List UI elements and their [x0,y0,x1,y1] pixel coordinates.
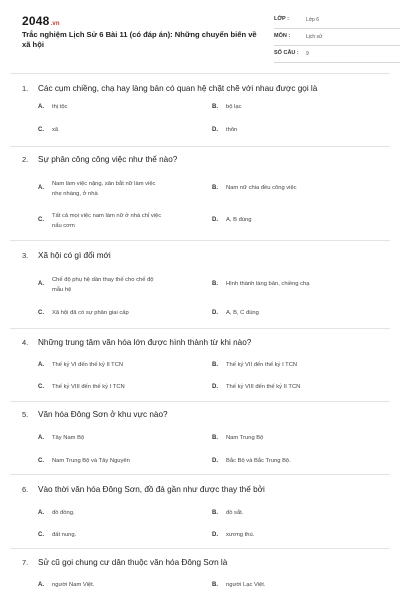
option-letter: A. [38,362,44,368]
option-text: xương thú. [226,532,255,538]
meta-label: LỚP : [274,16,289,22]
option-letter: C. [38,310,44,316]
question-number: 1. [22,84,29,93]
option-text-line-2: nấu cơm [52,223,75,229]
logo-text: 2048 [22,14,50,28]
divider [10,401,390,402]
option-letter: A. [38,435,44,441]
site-logo[interactable] [22,14,60,28]
option-letter: A. [38,185,44,191]
option-text-line-1: Nam làm việc nặng, săn bắt nữ làm việc [52,181,156,187]
meta-value: Lớp 6 [306,17,320,23]
option-text: đồ sắt. [226,510,244,516]
question-text: Các cụm chiềng, chạ hay làng bản có quan hệ chặt chẽ với nhau được gọi là [38,84,318,93]
option-text: người Nam Việt. [52,582,95,588]
option-text: Thế kỷ VII đến thế kỷ I TCN [226,362,298,368]
option-letter: B. [212,281,218,287]
divider [10,146,390,147]
option-text: Nam Trung Bộ [226,435,264,441]
option-text: Thế kỷ VIII đến thế kỷ I TCN [52,384,125,390]
option-letter: D. [212,217,218,223]
option-letter: C. [38,127,44,133]
option-text: Thế kỷ VI đến thế kỷ II TCN [52,362,124,368]
option-letter: B. [212,362,218,368]
question-number: 7. [22,558,29,567]
divider [10,328,390,329]
option-letter: B. [212,104,218,110]
question-number: 2. [22,155,29,164]
option-letter: A. [38,582,44,588]
option-text: bộ lạc [226,104,242,110]
option-letter: D. [212,127,218,133]
option-text: thôn [226,127,238,133]
meta-row-class [274,14,400,29]
question-number: 6. [22,485,29,494]
worksheet-header [22,14,382,66]
option-letter: C. [38,458,44,464]
option-letter: D. [212,458,218,464]
option-text: Nam Trung Bộ và Tây Nguyên [52,458,130,464]
option-letter: B. [212,435,218,441]
option-letter: B. [212,185,218,191]
option-letter: A. [38,510,44,516]
option-text: A, B đúng [226,217,252,223]
question-text: Những trung tâm văn hóa lớn được hình thành từ khi nào? [38,338,252,347]
option-letter: B. [212,510,218,516]
question-number: 5. [22,410,29,419]
option-letter: A. [38,104,44,110]
question-text: Sử cũ gọi chung cư dân thuộc văn hóa Đông Sơn là [38,558,228,567]
question-text: Vào thời văn hóa Đông Sơn, đồ đá gần như được thay thế bởi [38,485,265,494]
divider [10,240,390,241]
meta-value: 9 [306,51,309,57]
option-letter: C. [38,384,44,390]
meta-row-subject [274,31,400,46]
option-text: đất nung. [52,532,77,538]
meta-label: MÔN : [274,33,291,39]
meta-value: Lịch sử [306,34,323,40]
question-text: Sự phân công công việc như thế nào? [38,155,178,164]
meta-label: SỐ CÂU : [274,50,299,56]
divider [10,73,390,74]
option-text: Nam nữ chia đều công việc [226,185,297,191]
option-text: xã [52,127,59,133]
option-letter: D. [212,384,218,390]
meta-info [274,14,400,65]
option-letter: A. [38,281,44,287]
option-text: Hình thành làng bản, chiềng chạ [226,281,310,287]
question-number: 3. [22,251,29,260]
question-number: 4. [22,338,29,347]
logo-suffix: .vn [50,21,60,27]
option-text-line-2: nhẹ nhàng, ở nhà [52,191,98,197]
option-text: Bắc Bộ và Bắc Trung Bộ. [226,458,291,464]
divider [10,548,390,549]
option-text: người Lạc Việt. [226,582,266,588]
option-text: đồ đồng. [52,510,75,516]
option-letter: B. [212,582,218,588]
option-text-line-1: Tất cả mọi việc nam làm nữ ở nhà chỉ việc [52,213,162,219]
question-text: Xã hội có gì đổi mới [38,251,111,260]
option-text: Xã hội đã có sự phân giai cấp [52,310,129,316]
option-text: Tây Nam Bộ [52,435,85,441]
option-letter: D. [212,310,218,316]
option-letter: D. [212,532,218,538]
option-text: Thế kỷ VIII đến thế kỷ II TCN [226,384,301,390]
option-text-line-2: mẫu hệ [52,287,72,293]
worksheet-title: Trắc nghiệm Lịch Sử 6 Bài 11 (có đáp án): Những chuyển biến về xã hội [22,30,257,49]
option-letter: C. [38,532,44,538]
divider [10,474,390,475]
option-text-line-1: Chế độ phụ hệ dần thay thế cho chế độ [52,277,154,283]
option-text: A, B, C đúng [226,310,259,316]
meta-row-count [274,48,400,63]
option-text: thị tộc [52,104,68,110]
question-text: Văn hóa Đông Sơn ở khu vực nào? [38,410,168,419]
option-letter: C. [38,217,44,223]
